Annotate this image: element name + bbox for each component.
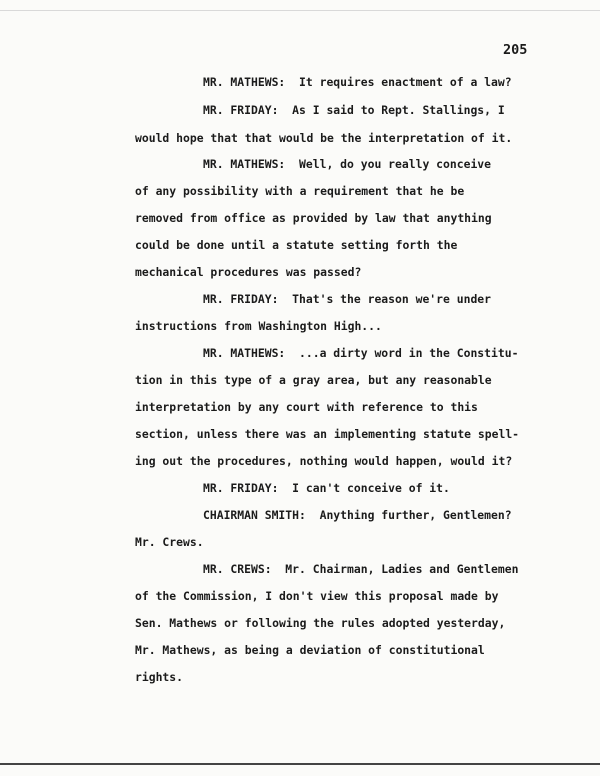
bottom-page-edge — [0, 763, 600, 765]
transcript-line: would hope that that would be the interpretation of it. — [135, 131, 513, 145]
transcript-line: instructions from Washington High... — [135, 319, 382, 333]
top-page-edge — [0, 10, 600, 11]
transcript-line: Mr. Crews. — [135, 535, 204, 549]
transcript-line: rights. — [135, 670, 184, 684]
transcript-line: CHAIRMAN SMITH: Anything further, Gentlemen? — [203, 508, 512, 522]
transcript-line: MR. FRIDAY: That's the reason we're under — [203, 292, 492, 306]
transcript-line: tion in this type of a gray area, but any reasonable — [135, 373, 492, 387]
transcript-line: MR. MATHEWS: It requires enactment of a law? — [203, 75, 512, 89]
transcript-line: interpretation by any court with reference to this — [135, 400, 478, 414]
transcript-line: MR. MATHEWS: Well, do you really conceive — [203, 157, 492, 171]
transcript-line: Sen. Mathews or following the rules adopted yesterday, — [135, 616, 506, 630]
page-number: 205 — [503, 42, 528, 58]
transcript-line: section, unless there was an implementing statute spell- — [135, 427, 520, 441]
transcript-line: ing out the procedures, nothing would happen, would it? — [135, 454, 513, 468]
transcript-line: MR. MATHEWS: ...a dirty word in the Constitu- — [203, 346, 519, 360]
transcript-line: MR. FRIDAY: I can't conceive of it. — [203, 481, 450, 495]
transcript-line: of any possibility with a requirement that he be — [135, 184, 465, 198]
transcript-line: removed from office as provided by law that anything — [135, 211, 492, 225]
transcript-line: MR. FRIDAY: As I said to Rept. Stallings, I — [203, 103, 505, 117]
transcript-line: MR. CREWS: Mr. Chairman, Ladies and Gentlemen — [203, 562, 519, 576]
transcript-line: could be done until a statute setting forth the — [135, 238, 458, 252]
transcript-line: mechanical procedures was passed? — [135, 265, 362, 279]
transcript-line: of the Commission, I don't view this proposal made by — [135, 589, 499, 603]
transcript-line: Mr. Mathews, as being a deviation of constitutional — [135, 643, 485, 657]
